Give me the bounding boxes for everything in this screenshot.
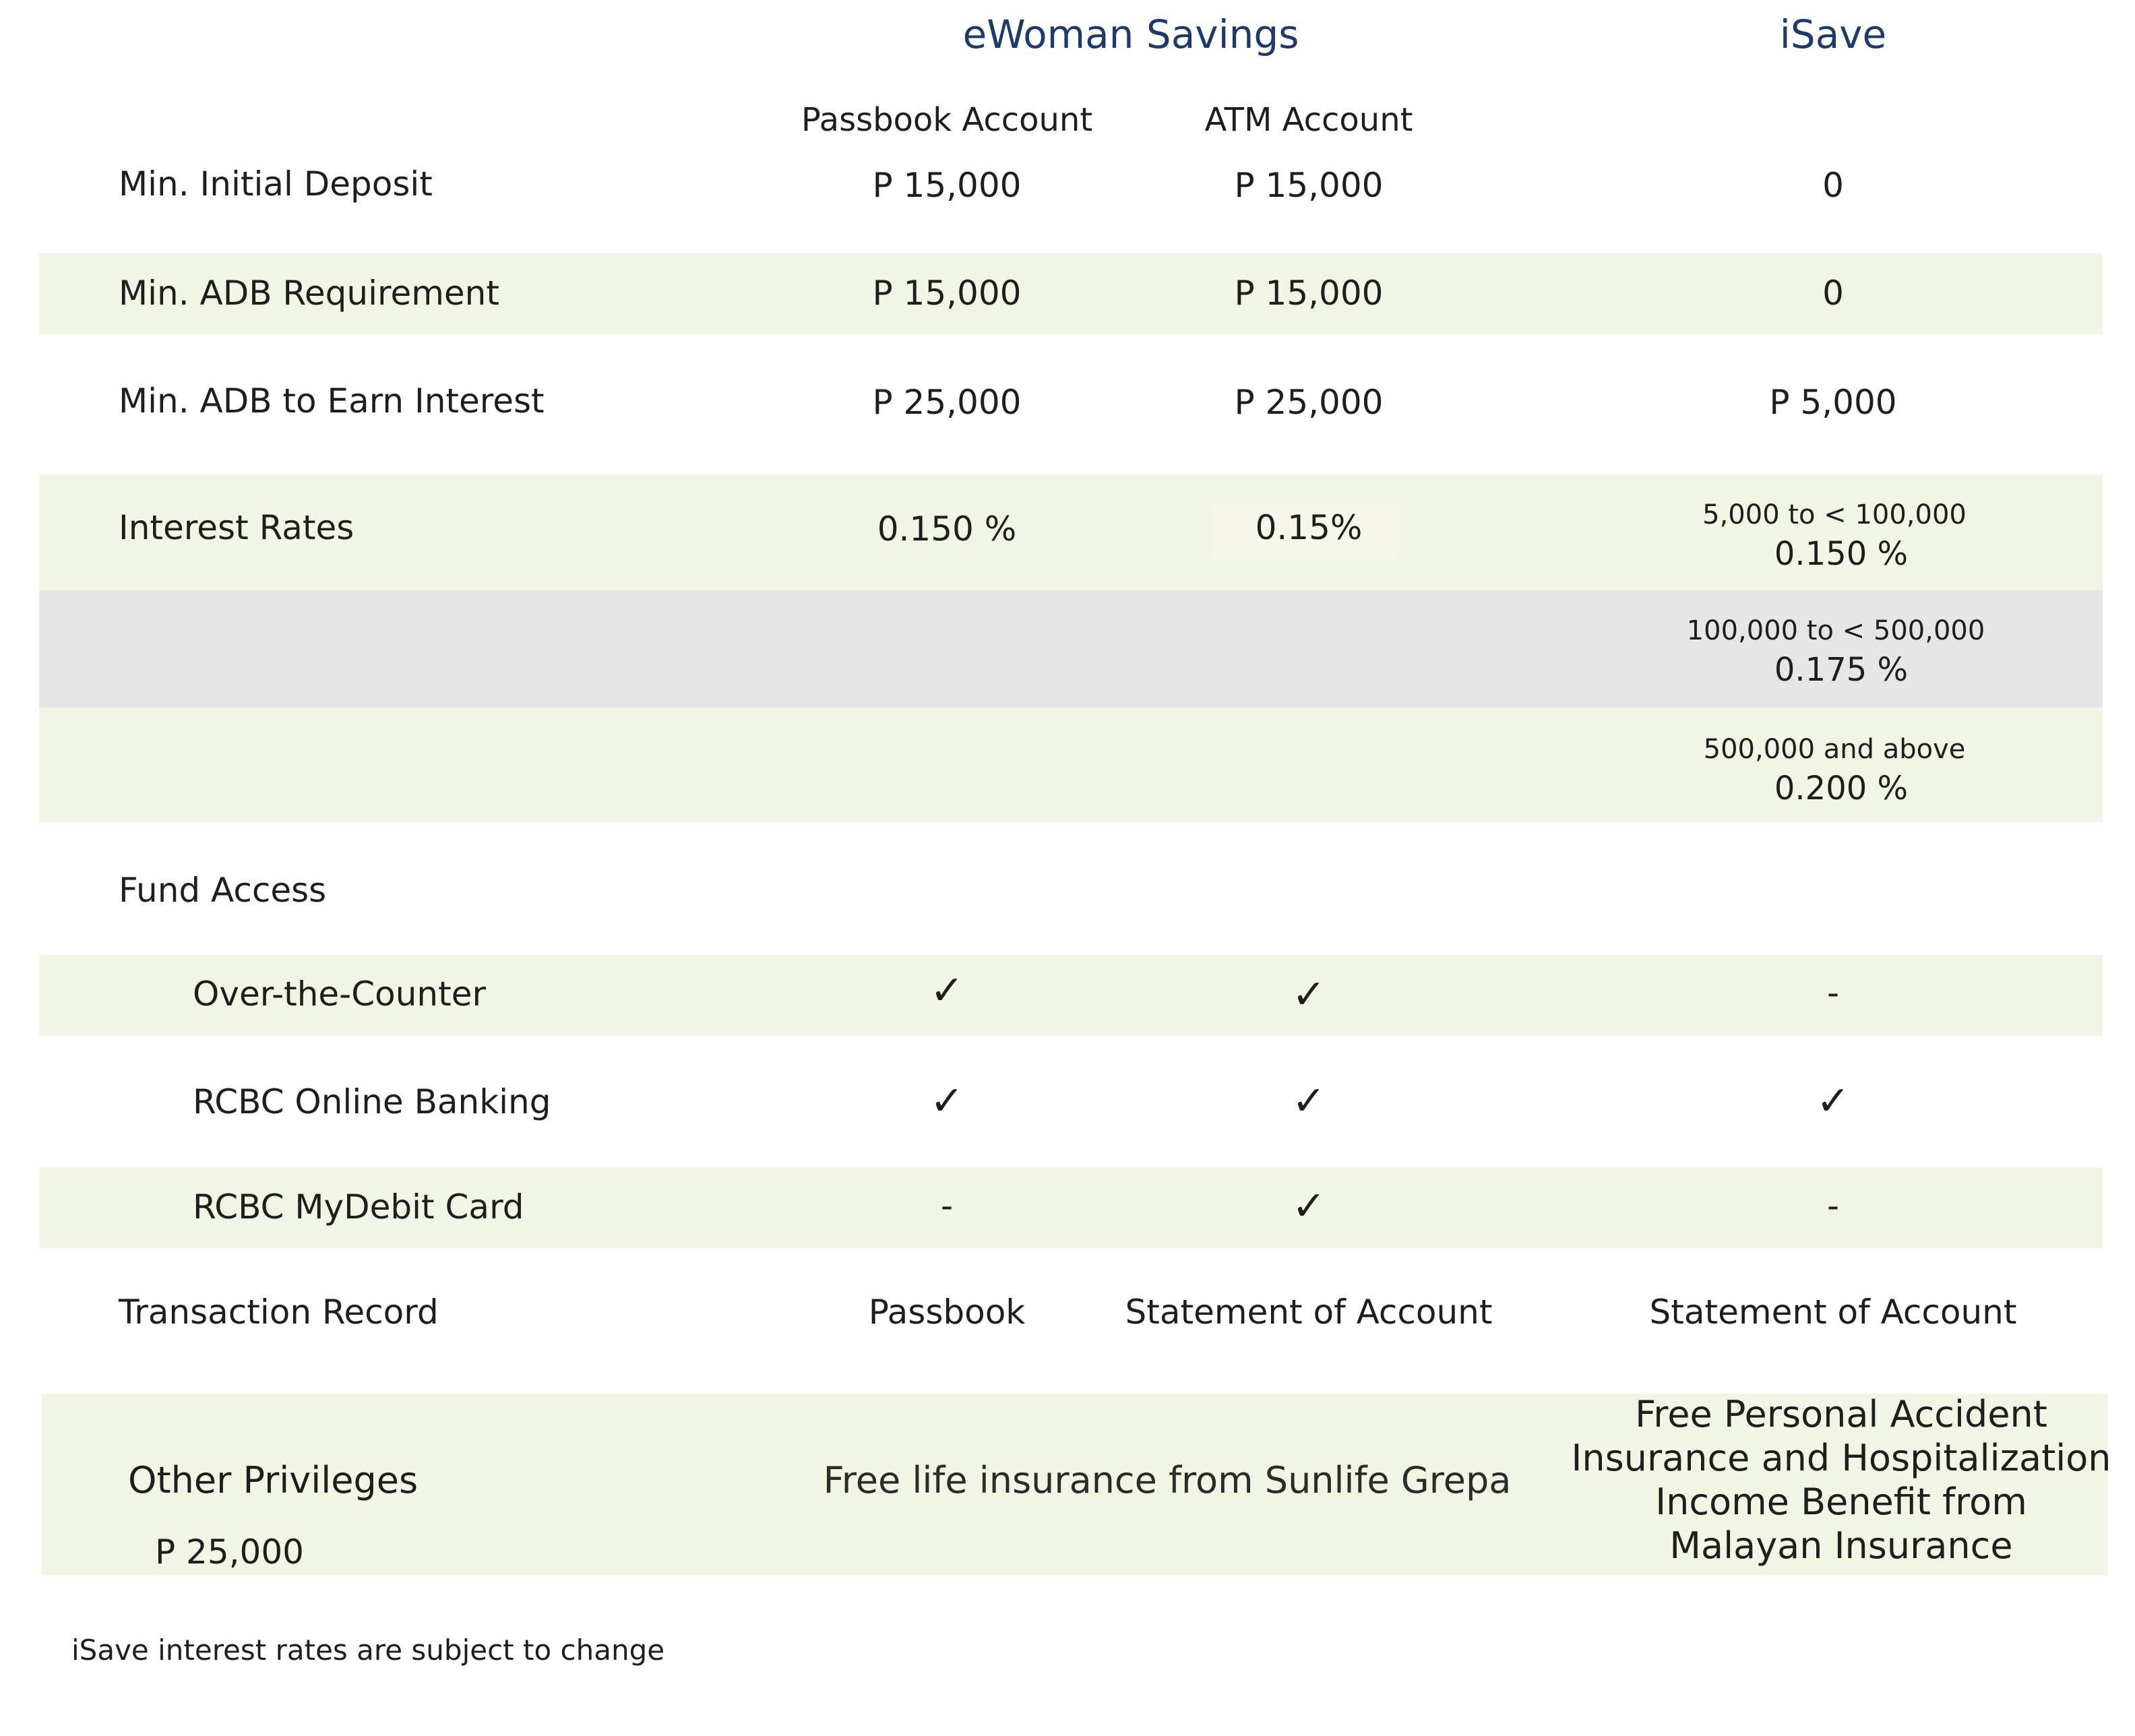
atm-mydebit-card-check-icon: ✓ (1291, 1183, 1326, 1230)
row-label-mydebit-card: RCBC MyDebit Card (193, 1187, 524, 1227)
passbook-online-banking-check-icon: ✓ (929, 1078, 964, 1125)
row-label-min-adb-requirement: Min. ADB Requirement (119, 274, 499, 313)
passbook-mydebit-card-dash: - (940, 1186, 954, 1225)
passbook-interest-rate: 0.150 % (877, 509, 1017, 549)
isave-tier-3-range: 500,000 and above (1703, 734, 1966, 765)
atm-interest-rate: 0.15% (1255, 508, 1363, 547)
row-label-min-initial-deposit: Min. Initial Deposit (119, 164, 433, 204)
isave-other-privileges-line-4: Malayan Insurance (1669, 1524, 2013, 1567)
isave-tier-3-rate: 0.200 % (1774, 770, 1909, 807)
header-ewoman-savings: eWoman Savings (962, 11, 1299, 57)
isave-tier-2-rate: 0.175 % (1774, 651, 1909, 689)
footnote: iSave interest rates are subject to change (71, 1634, 665, 1667)
atm-online-banking-check-icon: ✓ (1291, 1078, 1326, 1125)
isave-tier-1-range: 5,000 to < 100,000 (1702, 499, 1967, 530)
row-label-online-banking: RCBC Online Banking (193, 1082, 551, 1121)
row-label-other-privileges: Other Privileges (128, 1459, 419, 1501)
row-label-interest-rates: Interest Rates (119, 508, 354, 547)
isave-tier-2-range: 100,000 to < 500,000 (1686, 615, 1985, 646)
atm-min-initial-deposit: P 15,000 (1234, 166, 1384, 205)
header-atm-account: ATM Account (1204, 101, 1413, 139)
isave-online-banking-check-icon: ✓ (1816, 1078, 1851, 1125)
isave-min-adb-requirement: 0 (1822, 274, 1844, 313)
atm-over-the-counter-check-icon: ✓ (1291, 971, 1326, 1018)
isave-other-privileges-line-3: Income Benefit from (1655, 1481, 2027, 1523)
atm-min-adb-requirement: P 15,000 (1234, 274, 1384, 313)
atm-transaction-record: Statement of Account (1125, 1293, 1493, 1332)
row-label-transaction-record: Transaction Record (119, 1293, 439, 1332)
header-passbook-account: Passbook Account (801, 101, 1093, 139)
other-privileges-amount: P 25,000 (155, 1532, 304, 1572)
header-isave: iSave (1779, 11, 1887, 57)
row-label-over-the-counter: Over-the-Counter (193, 974, 487, 1014)
passbook-min-adb-interest: P 25,000 (872, 383, 1022, 422)
isave-transaction-record: Statement of Account (1649, 1293, 2017, 1332)
isave-mydebit-card-dash: - (1826, 1186, 1840, 1225)
row-label-min-adb-interest: Min. ADB to Earn Interest (119, 381, 545, 421)
isave-min-initial-deposit: 0 (1822, 166, 1844, 205)
ewoman-other-privileges: Free life insurance from Sunlife Grepa (823, 1459, 1512, 1501)
passbook-min-adb-requirement: P 15,000 (872, 274, 1022, 313)
isave-tier-1-rate: 0.150 % (1774, 535, 1909, 573)
isave-over-the-counter-dash: - (1826, 973, 1840, 1012)
passbook-min-initial-deposit: P 15,000 (872, 166, 1022, 205)
isave-other-privileges-line-1: Free Personal Accident (1635, 1393, 2047, 1435)
row-label-fund-access: Fund Access (119, 871, 327, 910)
row-band-tier-2 (39, 590, 2103, 708)
isave-min-adb-interest: P 5,000 (1769, 383, 1897, 422)
passbook-over-the-counter-check-icon: ✓ (929, 967, 964, 1014)
passbook-transaction-record: Passbook (868, 1293, 1026, 1332)
atm-min-adb-interest: P 25,000 (1234, 383, 1384, 422)
isave-other-privileges-line-2: Insurance and Hospitalization (1571, 1437, 2111, 1479)
